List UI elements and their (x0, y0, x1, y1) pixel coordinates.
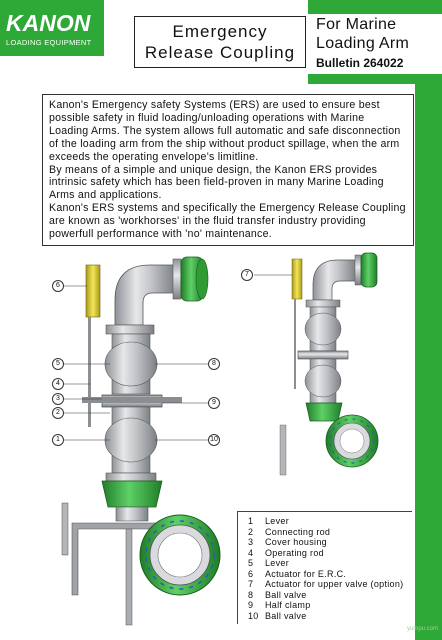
legend-label: Actuator for E.R.C. (265, 568, 347, 579)
logo-wordmark: KANON (6, 10, 91, 36)
erc-actuator (86, 265, 100, 317)
intro-paragraph-1: Kanon's Emergency safety Systems (ERS) are used to ensure best possible safety in fluid loading/unloading operations with Marine Loading Arms. The system allows full automatic and safe disconnection of the loading arm from the ship without product spillage, when the arm exceeds the operating envelope's limitline. (49, 99, 401, 163)
intro-paragraph-2: By means of a simple and unique design, the Kanon ERS provides intrinsic safety which has been field-proven in many Marine Loading Arms and applications. (49, 163, 384, 202)
callout-2: 2 (52, 407, 64, 419)
parts-legend (237, 511, 412, 624)
callout-4: 4 (52, 378, 64, 390)
legend-row (248, 527, 412, 538)
legend-row (248, 558, 412, 569)
legend-row (248, 537, 412, 548)
large-coupling-assembly (62, 257, 220, 625)
document-title (135, 21, 305, 63)
title-line-1: Emergency (172, 22, 268, 41)
document-title-box (134, 16, 306, 68)
bulletin-subject-line-1: For Marine (316, 16, 397, 33)
bulletin-header (308, 14, 442, 74)
legend-label: Actuator for upper valve (option) (265, 579, 404, 589)
legend-number: 5 (248, 558, 254, 568)
callout-6: 6 (52, 280, 64, 292)
logo-subtitle: LOADING EQUIPMENT (6, 38, 92, 47)
callout-9: 9 (208, 397, 220, 409)
legend-number: 4 (248, 547, 254, 558)
legend-number: 1 (248, 516, 254, 526)
brand-logo (0, 0, 104, 56)
bulletin-subject-line-2: Loading Arm (316, 35, 410, 52)
legend-label: Cover housing (265, 537, 327, 547)
legend-row (248, 548, 412, 559)
callout-5: 5 (52, 358, 64, 370)
callout-1: 1 (52, 434, 64, 446)
callout-8: 8 (208, 358, 220, 370)
legend-number: 3 (248, 537, 254, 547)
legend-label: Lever (265, 516, 290, 526)
legend-number: 6 (248, 568, 254, 579)
legend-label: Half clamp (265, 600, 311, 610)
legend-number: 7 (248, 579, 254, 589)
intro-text-box (42, 94, 414, 246)
legend-row (248, 600, 412, 611)
bulletin-number: Bulletin 264022 (316, 56, 404, 70)
callout-10: 10 (208, 434, 220, 446)
legend-label: Operating rod (265, 547, 324, 558)
legend-number: 2 (248, 526, 254, 537)
legend-row (248, 611, 412, 622)
legend-row (248, 569, 412, 580)
small-coupling-assembly (280, 253, 378, 475)
callout-7: 7 (241, 269, 253, 281)
callout-3: 3 (52, 393, 64, 405)
legend-row (248, 590, 412, 601)
legend-number: 9 (248, 600, 254, 610)
legend-number: 8 (248, 589, 254, 600)
watermark: yumpu.com (407, 626, 439, 632)
legend-label: Ball valve (265, 610, 307, 621)
legend-row (248, 516, 412, 527)
legend-label: Ball valve (265, 589, 307, 600)
legend-row (248, 579, 412, 590)
legend-number: 10 (248, 610, 259, 621)
intro-paragraph-3: Kanon's ERS systems and specifically the Emergency Release Coupling are known as 'workhorses' in the fluid transfer industry providing powerfull performance with 'no' maintenance. (49, 202, 406, 241)
legend-label: Lever (265, 558, 290, 568)
legend-label: Connecting rod (265, 526, 331, 537)
title-line-2: Release Coupling (144, 43, 296, 62)
